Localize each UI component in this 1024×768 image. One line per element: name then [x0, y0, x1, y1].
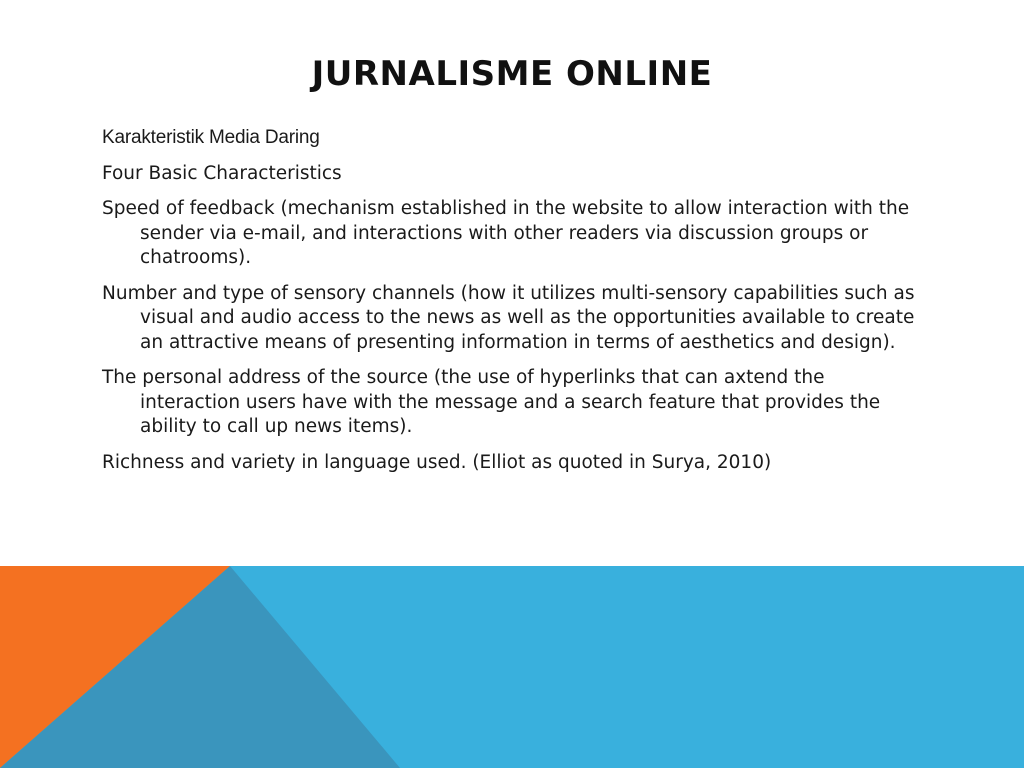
- characteristic-item-2: Number and type of sensory channels (how it utilizes multi-sensory capabilities such as visual and audio access to the news as well as the opportunities available to create an attractive means of presenting information in terms of aesthetics and design).: [102, 282, 915, 353]
- characteristic-item-1: Speed of feedback (mechanism established in the website to allow interaction with the sender via e-mail, and interactions with other readers via discussion groups or chatrooms).: [102, 198, 910, 268]
- slide-subtitle: Karakteristik Media Daring: [102, 127, 320, 148]
- intro-text: Four Basic Characteristics: [102, 162, 342, 184]
- slide-body: [102, 126, 922, 486]
- slide-title: JURNALISME ONLINE: [311, 54, 713, 94]
- characteristic-item-3: The personal address of the source (the use of hyperlinks that can axtend the interaction users have with the message and a search feature that provides the ability to call up news items).: [102, 367, 881, 437]
- decorative-banner: [0, 566, 1024, 768]
- characteristic-item-4: Richness and variety in language used. (Elliot as quoted in Surya, 2010): [102, 451, 772, 473]
